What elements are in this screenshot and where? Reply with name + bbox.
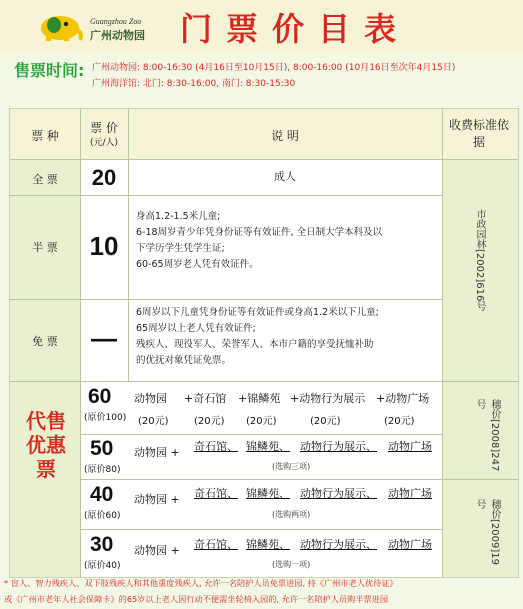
header-type: 票 种 [31, 129, 59, 143]
ticket-hours-label: 售票时间: [14, 61, 85, 80]
promo-60-price: 60 [88, 385, 112, 408]
header-basis: 收费标准依据 [448, 118, 509, 149]
row-full-price: 20 [91, 165, 117, 190]
promo-60-price-3: (20元) [246, 416, 277, 427]
promo-50-item-3: 锦鳞苑、 [246, 440, 290, 453]
footer-note [4, 575, 519, 609]
promo-60-price-4: (20元) [310, 416, 341, 427]
aquarium-hours: 广州海洋馆: 北门: 8:30-16:00, 南门: 8:30-15:30 [92, 79, 296, 89]
header-desc: 说 明 [271, 129, 299, 143]
promo-50-price: 50 [90, 437, 114, 460]
promo-40-note: (选购两项) [272, 510, 311, 519]
zoo-name-en: Guangzhou Zoo [90, 17, 142, 26]
promo-50-item-2: 奇石馆、 [194, 440, 238, 453]
promo-60-item-2: +奇石馆 [184, 392, 227, 405]
row-half-type: 半 票 [32, 241, 58, 254]
promo-label: 代售优惠票 [26, 409, 66, 481]
promo-30-item-2: 奇石馆、 [194, 538, 238, 551]
footer-line-1: * 盲人、智力残疾人、双下肢残疾人和其他重度残疾人, 允许一名陪护人员免票进园, 持《广州市老人优待证》 [4, 578, 398, 588]
promo-50-item-5: 动物广场 [388, 440, 432, 453]
promo-60-item-4: +动物行为展示 [290, 392, 366, 405]
footer-line-2: 或《广州市老年人社会保障卡》的65岁以上老人因行动不便需坐轮椅入园的, 允许一名陪护人员购半票进园 [4, 594, 389, 604]
promo-30-item-1: 动物园 + [134, 544, 180, 557]
header-price: 票 价 [90, 121, 118, 135]
zoo-hours: 广州动物园: 8:00-16:30 (4月16日至10月15日), 8:00-16:00 (10月16日至次年4月15日) [92, 63, 456, 73]
row-full-type: 全 票 [32, 173, 58, 186]
promo-40-item-4: 动物行为展示、 [300, 487, 377, 500]
promo-40-price: 40 [90, 483, 114, 506]
row-free-desc: 6周岁以下儿童凭身份证等有效证件或身高1.2米以下儿童; 65周岁以上老人凭有效证件; 残疾人、现役军人、荣誉军人、本市户籍的享受抚恤补助 的优抚对象凭证免票。 [136, 307, 379, 366]
promo-60-item-5: +动物广场 [376, 392, 430, 405]
promo-60-item-1: 动物园 [134, 392, 167, 405]
promo-30-item-3: 锦鳞苑、 [246, 538, 290, 551]
promo-60-price-5: (20元) [384, 416, 415, 427]
basis-1: 市政园林[2002]616号 [474, 209, 485, 312]
row-free-type: 免 票 [32, 335, 58, 348]
promo-50-item-1: 动物园 + [134, 446, 180, 459]
page-title: 门票价目表 [179, 10, 410, 48]
promo-60-price-1: (20元) [138, 416, 169, 427]
price-table [9, 108, 519, 578]
promo-40-orig: (原价60) [84, 511, 121, 521]
elephant-logo-icon [36, 10, 84, 42]
header-price-unit: (元/人) [89, 138, 119, 148]
row-half-price: 10 [89, 231, 119, 261]
type-column-bg [10, 159, 80, 577]
promo-60-price-2: (20元) [194, 416, 225, 427]
promo-60-orig: (原价100) [84, 413, 127, 423]
promo-30-item-4: 动物行为展示、 [300, 538, 377, 551]
promo-50-note: (选购三项) [272, 462, 311, 471]
promo-60-item-3: +锦鳞苑 [238, 392, 281, 405]
promo-50-item-4: 动物行为展示、 [300, 440, 377, 453]
zoo-name-cn: 广州动物园 [90, 29, 145, 42]
basis-3: 穗价[2009]19号 [474, 499, 500, 565]
promo-40-item-3: 锦鳞苑、 [246, 487, 290, 500]
row-full-desc: 成人 [274, 170, 296, 183]
promo-50-orig: (原价80) [84, 465, 121, 475]
promo-40-item-1: 动物园 + [134, 493, 180, 506]
promo-30-item-5: 动物广场 [388, 538, 432, 551]
basis-2: 穗价[2008]247号 [474, 399, 500, 472]
promo-40-item-2: 奇石馆、 [194, 487, 238, 500]
row-free-price: — [91, 323, 117, 353]
promo-30-note: (选购一项) [272, 560, 311, 569]
promo-30-price: 30 [90, 533, 114, 556]
row-half-desc: 身高1.2-1.5米儿童; 6-18周岁青少年凭身份证等有效证件, 全日制大学本科及以 下学历学生凭学生证; 60-65周岁老人凭有效证件。 [136, 211, 383, 270]
promo-30-orig: (原价40) [84, 561, 121, 571]
promo-40-item-5: 动物广场 [388, 487, 432, 500]
